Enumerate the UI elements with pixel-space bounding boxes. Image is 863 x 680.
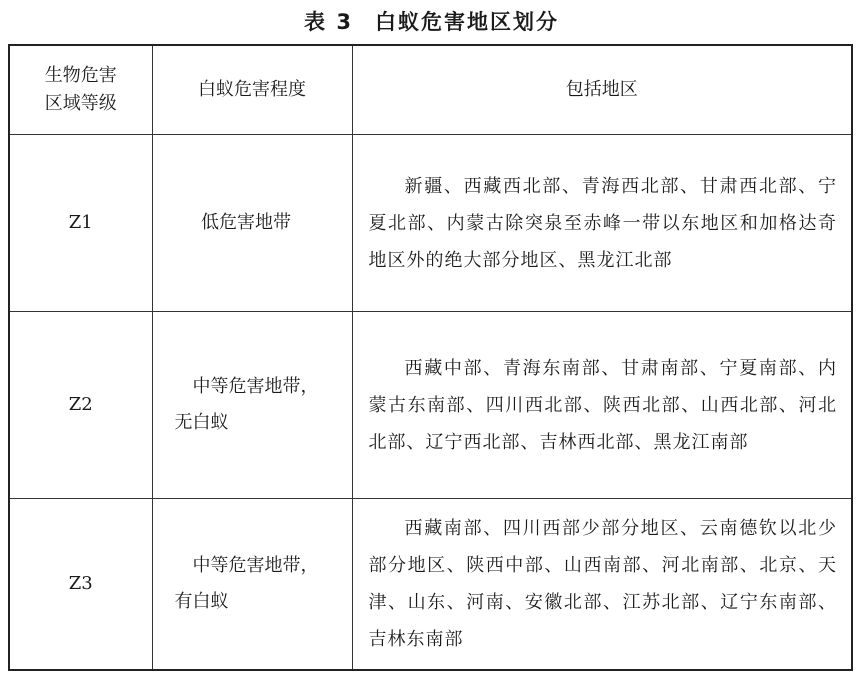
table-title: 白蚁危害地区划分	[374, 10, 559, 34]
header-zone-level	[9, 45, 152, 135]
zone-level-cell: Z2	[9, 312, 152, 499]
table-number: 表 3	[304, 10, 353, 34]
table-row	[9, 135, 852, 312]
header-hazard-degree: 白蚁危害程度	[152, 45, 352, 135]
termite-zone-table	[8, 44, 853, 671]
table-row	[9, 312, 852, 499]
hazard-degree-line2: 无白蚁	[174, 412, 229, 433]
zone-level-cell: Z1	[9, 135, 152, 312]
hazard-degree-line1: 中等危害地带，	[192, 555, 319, 576]
zone-level-cell: Z3	[9, 499, 152, 671]
header-zone-level-line1: 生物危害	[44, 65, 117, 86]
header-included-regions: 包括地区	[352, 45, 852, 135]
hazard-degree-line1: 低危害地带	[201, 212, 291, 233]
region-cell	[352, 499, 852, 671]
table-caption	[0, 6, 863, 36]
region-text: 新疆、西藏西北部、青海西北部、甘肃西北部、宁夏北部、内蒙古除突泉至赤峰一带以东地区和加格达奇地区外的绝大部分地区、黑龙江北部	[368, 175, 837, 271]
header-zone-level-line2: 区域等级	[44, 93, 117, 114]
hazard-degree-cell	[152, 135, 352, 312]
region-text: 西藏南部、四川西部少部分地区、云南德钦以北少部分地区、陕西中部、山西南部、河北南部、北京、天津、山东、河南、安徽北部、江苏北部、辽宁东南部、吉林东南部	[368, 518, 837, 650]
table-header-row	[9, 45, 852, 135]
region-text: 西藏中部、青海东南部、甘肃南部、宁夏南部、内蒙古东南部、四川西北部、陕西北部、山西北部、河北北部、辽宁西北部、吉林西北部、黑龙江南部	[368, 357, 837, 453]
hazard-degree-cell	[152, 499, 352, 671]
hazard-degree-line1: 中等危害地带，	[192, 376, 319, 397]
table-row	[9, 499, 852, 671]
hazard-degree-line2: 有白蚁	[174, 591, 229, 612]
region-cell	[352, 135, 852, 312]
region-cell	[352, 312, 852, 499]
hazard-degree-cell	[152, 312, 352, 499]
